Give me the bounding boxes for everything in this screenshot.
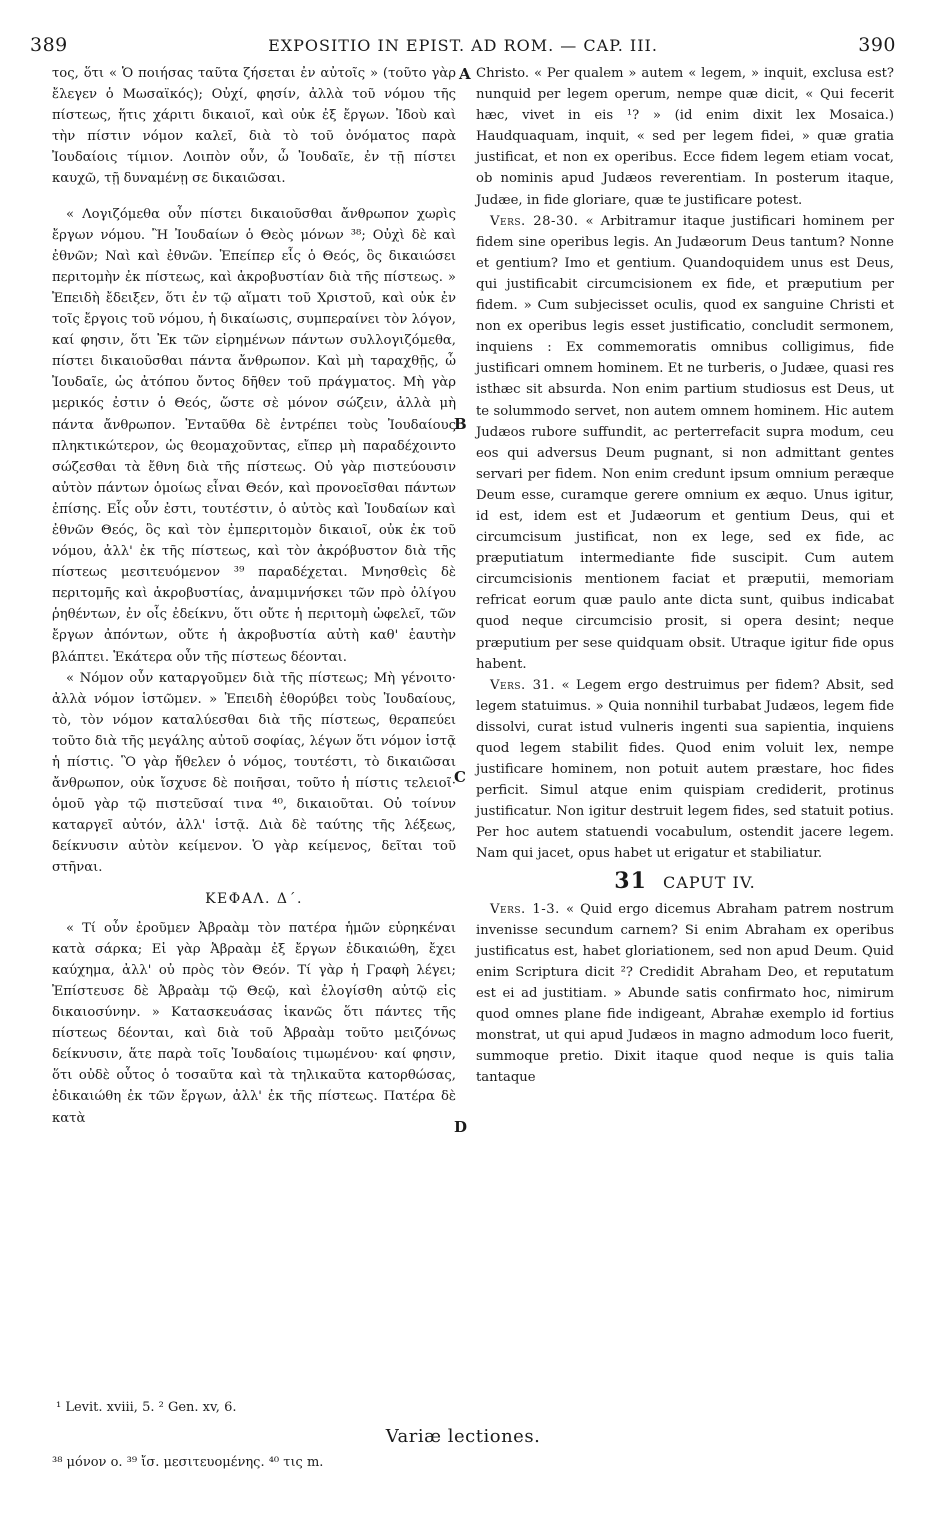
chapter-title: CAPUT IV.	[663, 872, 756, 892]
verse-marker: Vers. 31.	[490, 677, 556, 693]
left-column-greek	[52, 63, 456, 1129]
latin-paragraph-4: « Quid ergo dicemus Abraham patrem nostrum invenisse secundum carnem? Si enim Abraham ex operibus justificatus est, habet gloriationem, sed non apud Deum. Quid enim Scriptura dicit ²? Credidit Abraham Deo, et reputatum est ei ad justitiam. » Abunde satis confirmato hoc, nimirum quod omnes plane fide indigeant, Abrahæ exemplo id fortius monstrat, ut qui apud Judæos in magno admodum loco fuerit, summoque pretio. Dixit itaque quod neque is quis talia tantaque	[476, 901, 894, 1086]
chapter-number: 31	[614, 867, 647, 894]
variae-lectiones-notes: ³⁸ μόνον ο. ³⁹ ἴσ. μεσιτευομένης. ⁴⁰ τις m.	[52, 1455, 324, 1470]
footnotes: ¹ Levit. xviii, 5. ² Gen. xv, 6.	[56, 1400, 237, 1415]
variae-lectiones-title: Variæ lectiones.	[385, 1426, 541, 1447]
running-header	[30, 34, 896, 60]
page-number-right: 390	[858, 34, 896, 56]
margin-letter-a: A	[459, 65, 471, 83]
margin-letter-d: D	[454, 1118, 468, 1136]
latin-paragraph-2: « Arbitramur itaque justificari hominem per fidem sine operibus legis. An Judæorum Deus tantum? Nonne et gentium? Imo et gentium. Quandoquidem unus est Deus, qui justificabit circumcisionem ex fide, et præputium per fidem. » Cum subjecisset oculis, quod ex sanguine Christi et non ex operibus legis esset justificatio, concludit sermonem, inquiens : Ex commemoratis omnibus colligimus, fide justificari omnem hominem. Et ne turberis, o Judæe, quasi res isthæc sit absurda. Non enim partium studiosus est Deus, ut te solummodo servet, non autem omnem hominem. Hic autem Judæos rubore suffundit, ac perterrefacit supra modum, ceu eos qui adversus Deum pugnant, si non admittant gentes servari per fidem. Non enim credunt ipsum omnium peræque Deum esse, curamque gerere omnium ex æquo. Unus igitur, id est, idem est et Judæorum et gentium Deus, qui et circumcisum justificat, non ex lege, sed ex fide, ac præputiatum intermediante fide suscipit. Cum autem circumcisionis mentionem faciat et præputii, memoriam refricat eorum quæ paulo ante dicta sunt, quibus indicabat quod neque circumcisio prosit, si opera desint; neque præputium per sese quidquam obsit. Utraque igitur fide opus habent.	[476, 213, 894, 672]
right-column-latin	[476, 63, 894, 1089]
page-number-left: 389	[30, 34, 68, 56]
verse-marker: Vers. 28-30.	[490, 213, 579, 229]
latin-paragraph-1: Christo. « Per qualem » autem « legem, » inquit, exclusa est? nunquid per legem operum, nempe quæ dicit, « Qui fecerit hæc, vivet in eis ¹? » (id enim dixit lex Mosaica.) Haudquaquam, inquit, « sed per legem fidei, » quæ gratia justificat, et non ex operibus. Ecce fidem legem etiam vocat, ob nominis apud Judæos reverentiam. In posterum itaque, Judæe, in fide gloriare, quæ te justificare potest.	[476, 66, 894, 208]
latin-chapter-heading	[476, 867, 894, 894]
margin-letter-b: B	[454, 415, 467, 433]
greek-paragraph-4: « Τί οὖν ἐροῦμεν Ἀβραὰμ τὸν πατέρα ἡμῶν εὑρηκέναι κατὰ σάρκα; Εἰ γὰρ Ἀβραὰμ ἐξ ἔργων ἐδικαιώθη, ἔχει καύχημα, ἀλλ' οὐ πρὸς τὸν Θεόν. Τί γὰρ ἡ Γραφὴ λέγει; Ἐπίστευσε δὲ Ἀβραὰμ τῷ Θεῷ, καὶ ἐλογίσθη αὐτῷ εἰς δικαιοσύνην. » Κατασκευάσας ἱκανῶς ὅτι πάντες τῆς πίστεως δέονται, καὶ διὰ τοῦ Ἀβραὰμ τοῦτο μειζόνως δείκνυσιν, ἅτε παρὰ τοῖς Ἰουδαίοις τιμωμένου· καί φησιν, ὅτι οὐδὲ οὗτος ὁ τοσαῦτα καὶ τὰ τηλικαῦτα κατορθώσας, ἐδικαιώθη ἐκ τῶν ἔργων, ἀλλ' ἐκ τῆς πίστεως. Πατέρα δὲ κατὰ	[52, 920, 456, 1126]
greek-paragraph-1: τος, ὅτι « Ὁ ποιήσας ταῦτα ζήσεται ἐν αὐτοῖς » (τοῦτο γὰρ ἔλεγεν ὁ Μωσαϊκός); Οὐχί, φησίν, ἀλλὰ τοῦ νόμου τῆς πίστεως, ἥτις χάριτι δικαιοῖ, καὶ οὐκ ἐξ ἔργων. Ἰδοὺ καὶ τὴν πίστιν νόμον καλεῖ, διὰ τὸ τοῦ ὀνόματος παρὰ Ἰουδαίοις τίμιον. Λοιπὸν οὖν, ὦ Ἰουδαῖε, ἐν τῇ πίστει καυχῶ, τῇ δυναμένῃ σε δικαιῶσαι.	[52, 66, 456, 187]
greek-chapter-heading: ΚΕΦΑΛ. Δ΄.	[205, 890, 303, 907]
margin-letter-c: C	[454, 768, 466, 786]
running-title: EXPOSITIO IN EPIST. AD ROM. — CAP. III.	[268, 36, 658, 55]
greek-paragraph-2: « Λογιζόμεθα οὖν πίστει δικαιοῦσθαι ἄνθρωπον χωρὶς ἔργων νόμου. Ἢ Ἰουδαίων ὁ Θεὸς μόνων ³⁸; Οὐχὶ δὲ καὶ ἐθνῶν; Ναὶ καὶ ἐθνῶν. Ἐπείπερ εἷς ὁ Θεός, ὃς δικαιώσει περιτομὴν ἐκ πίστεως, καὶ ἀκροβυστίαν διὰ τῆς πίστεως. » Ἐπειδὴ ἔδειξεν, ὅτι ἐν τῷ αἵματι τοῦ Χριστοῦ, καὶ οὐκ ἐν τοῖς ἔργοις τοῦ νόμου, ἡ δικαίωσις, συμπεραίνει τὸν λόγον, καί φησιν, ὅτι Ἐκ τῶν εἰρημένων πάντων συλλογιζόμεθα, πίστει δικαιοῦσθαι πάντα ἄνθρωπον. Καὶ μὴ ταραχθῇς, ὦ Ἰουδαῖε, ὡς ἀτόπου ὄντος δῆθεν τοῦ πράγματος. Μὴ γὰρ μερικός ἐστιν ὁ Θεός, ὥστε σὲ μόνον σώζειν, ἀλλὰ μὴ πάντα ἄνθρωπον. Ἐνταῦθα δὲ ἐντρέπει τοὺς Ἰουδαίους πληκτικώτερον, ὡς θεομαχοῦντας, εἴπερ μὴ παραδέχοιντο σώζεσθαι τὰ ἔθνη διὰ τῆς πίστεως. Οὐ γὰρ πιστεύουσιν αὐτὸν πάντων ὁμοίως εἶναι Θεόν, καὶ προνοεῖσθαι πάντων ἐπίσης. Εἷς οὖν ἐστι, τουτέστιν, ὁ αὐτὸς καὶ Ἰουδαίων καὶ ἐθνῶν Θεός, ὃς καὶ τὸν ἐμπεριτομὸν δικαιοῖ, οὐκ ἐκ τοῦ νόμου, ἀλλ' ἐκ τῆς πίστεως, καὶ τὸν ἀκρόβυστον διὰ τῆς πίστεως μεσιτευόμενον ³⁹ παραδέχεται. Μνησθεὶς δὲ περιτομῆς καὶ ἀκροβυστίας, ἀναμιμνήσκει τῶν πρὸ ὀλίγου ῥηθέντων, ἐν οἷς ἐδείκνυ, ὅτι οὔτε ἡ περιτομὴ ὠφελεῖ, τῶν ἔργων ἀπόντων, οὔτε ἡ ἀκροβυστία αὐτὴ καθ' ἑαυτὴν βλάπτει. Ἑκάτερα οὖν τῆς πίστεως δέονται.	[52, 206, 456, 665]
latin-paragraph-3: « Legem ergo destruimus per fidem? Absit, sed legem statuimus. » Quia nonnihil turbabat Judæos, legem fide dissolvi, curat istud vulneris ingenti sua sapientia, inquiens quod legem stabilit fides. Quod enim voluit lex, nempe justificare hominem, non potuit autem præstare, hoc fides perficit. Simul atque enim quispiam crediderit, protinus justificatur. Non igitur destruit legem fides, sed statuit potius. Per hoc autem statuendi vocabulum, ostendit jacere legem. Nam qui jacet, opus habet ut erigatur et stabiliatur.	[476, 677, 894, 862]
greek-paragraph-3: « Νόμον οὖν καταργοῦμεν διὰ τῆς πίστεως; Μὴ γένοιτο· ἀλλὰ νόμον ἱστῶμεν. » Ἐπειδὴ ἐθορύβει τοὺς Ἰουδαίους, τὸ, τὸν νόμον καταλύεσθαι διὰ τῆς πίστεως, θεραπεύει τοῦτο διὰ τῆς μεγάλης αὐτοῦ σοφίας, λέγων ὅτι νόμον ἱστᾷ ἡ πίστις. Ὃ γὰρ ἤθελεν ὁ νόμος, τουτέστι, τὸ δικαιῶσαι ἄνθρωπον, οὐκ ἴσχυσε δὲ ποιῆσαι, τοῦτο ἡ πίστις τελειοῖ· ὁμοῦ γὰρ τῷ πιστεῦσαί τινα ⁴⁰, δικαιοῦται. Οὐ τοίνυν καταργεῖ αὐτόν, ἀλλ' ἱστᾷ. Διὰ δὲ ταύτης τῆς λέξεως, δείκνυσιν αὐτὸν κείμενον. Ὁ γὰρ κείμενος, δεῖται τοῦ στῆναι.	[52, 670, 456, 876]
verse-marker: Vers. 1-3.	[490, 901, 560, 917]
